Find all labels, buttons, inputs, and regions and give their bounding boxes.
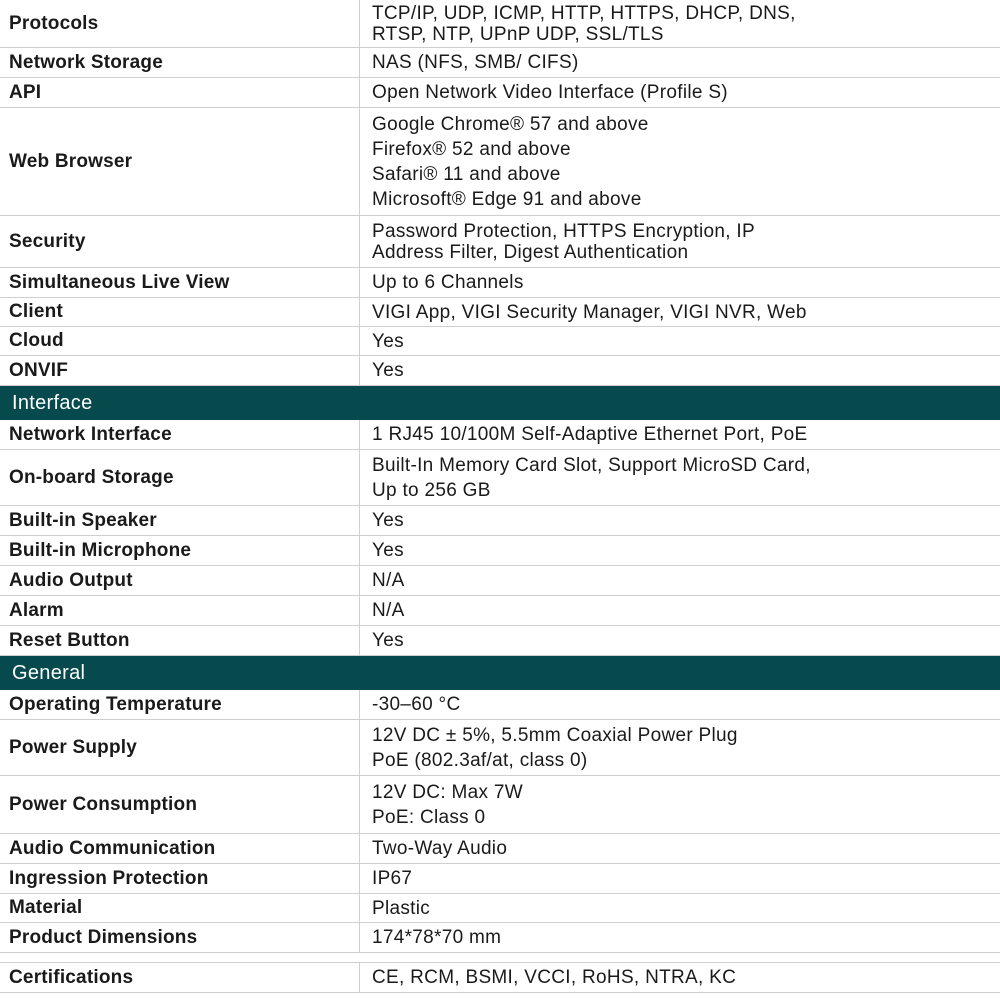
spec-row-ingression-protection (0, 864, 1000, 894)
spec-group-top (0, 0, 1000, 386)
section-header-interface: Interface (0, 386, 1000, 420)
spec-value (360, 298, 1000, 326)
spec-label: Audio Output (0, 566, 360, 595)
spec-value-line: Yes (372, 360, 404, 381)
spec-row-operating-temperature (0, 690, 1000, 720)
spec-value (360, 356, 1000, 385)
spec-row-power-consumption (0, 776, 1000, 834)
spec-value-line: Yes (372, 630, 404, 651)
spec-label: ONVIF (0, 356, 360, 385)
spec-label: Cloud (0, 327, 360, 355)
spec-value-line: 174*78*70 mm (372, 927, 502, 948)
spec-value-line: PoE (802.3af/at, class 0) (372, 749, 588, 771)
spec-value-line: N/A (372, 570, 405, 591)
spec-row-alarm (0, 596, 1000, 626)
spec-value (360, 923, 1000, 952)
spec-label: Built-in Microphone (0, 536, 360, 565)
spec-label: Built-in Speaker (0, 506, 360, 535)
spec-row-simultaneous-live-view (0, 268, 1000, 298)
spec-value-line: Yes (372, 510, 404, 531)
spec-value (360, 626, 1000, 655)
spec-value (360, 450, 1000, 505)
spec-label: Network Interface (0, 420, 360, 449)
spec-value-line: IP67 (372, 868, 413, 889)
spec-label: Alarm (0, 596, 360, 625)
spec-row-built-in-speaker (0, 506, 1000, 536)
spec-label: API (0, 78, 360, 107)
spec-value-line: VIGI App, VIGI Security Manager, VIGI NVR, Web (372, 301, 807, 323)
spec-value (360, 834, 1000, 863)
spec-value (360, 894, 1000, 922)
spec-label: Simultaneous Live View (0, 268, 360, 297)
spec-value-line: Password Protection, HTTPS Encryption, IP (372, 220, 755, 242)
spec-row-security (0, 216, 1000, 268)
spec-row-onvif (0, 356, 1000, 386)
spec-value (360, 690, 1000, 719)
spec-value (360, 566, 1000, 595)
section-header-general: General (0, 656, 1000, 690)
spec-row-on-board-storage (0, 450, 1000, 506)
spec-value-line: Safari® 11 and above (372, 163, 561, 185)
spec-value (360, 536, 1000, 565)
spec-value-line: TCP/IP, UDP, ICMP, HTTP, HTTPS, DHCP, DNS, (372, 2, 796, 24)
spec-value-line: -30–60 °C (372, 694, 461, 715)
spec-value (360, 108, 1000, 215)
spec-value-line: Firefox® 52 and above (372, 138, 571, 160)
spec-value (360, 420, 1000, 449)
spec-value-line: N/A (372, 600, 405, 621)
spec-row-material (0, 894, 1000, 923)
spec-label: Certifications (0, 963, 360, 992)
spec-label: Product Dimensions (0, 923, 360, 952)
spec-label: Audio Communication (0, 834, 360, 863)
spec-value-line: Yes (372, 330, 404, 352)
spec-value-line: Address Filter, Digest Authentication (372, 241, 689, 263)
spec-label: Web Browser (0, 108, 360, 215)
spec-label: Power Supply (0, 720, 360, 775)
spec-value (360, 268, 1000, 297)
spec-label: Operating Temperature (0, 690, 360, 719)
spec-value (360, 776, 1000, 833)
spec-group-interface (0, 420, 1000, 656)
spec-label: Power Consumption (0, 776, 360, 833)
spec-value (360, 963, 1000, 992)
spec-value-line: RTSP, NTP, UPnP UDP, SSL/TLS (372, 23, 664, 45)
spec-value-line: Built-In Memory Card Slot, Support MicroSD Card, (372, 454, 811, 476)
spec-label: On-board Storage (0, 450, 360, 505)
spec-value (360, 596, 1000, 625)
spec-label: Reset Button (0, 626, 360, 655)
spec-row-protocols (0, 0, 1000, 48)
spec-row-api (0, 78, 1000, 108)
spec-row-certifications (0, 963, 1000, 993)
spec-value-line: PoE: Class 0 (372, 806, 486, 828)
spec-label: Ingression Protection (0, 864, 360, 893)
spec-row-web-browser (0, 108, 1000, 216)
spec-group-bottom (0, 963, 1000, 993)
spec-value-line: Microsoft® Edge 91 and above (372, 188, 642, 210)
spec-row-client (0, 298, 1000, 327)
spec-value-line: Two-Way Audio (372, 838, 508, 859)
spec-value (360, 78, 1000, 107)
spec-value-line: Plastic (372, 897, 431, 919)
spec-row-reset-button (0, 626, 1000, 656)
spec-value-line: Up to 256 GB (372, 479, 491, 501)
spec-value-line: NAS (NFS, SMB/ CIFS) (372, 52, 579, 73)
spec-label: Network Storage (0, 48, 360, 77)
spec-value-line: Up to 6 Channels (372, 272, 524, 293)
spec-row-network-interface (0, 420, 1000, 450)
spec-value (360, 0, 1000, 47)
spec-row-power-supply (0, 720, 1000, 776)
spec-row-built-in-microphone (0, 536, 1000, 566)
spec-value (360, 506, 1000, 535)
spec-value (360, 48, 1000, 77)
spec-row-cloud (0, 327, 1000, 356)
spec-group-general (0, 690, 1000, 953)
spec-label: Protocols (0, 0, 360, 47)
spec-label: Material (0, 894, 360, 922)
spec-label: Client (0, 298, 360, 326)
spec-value-line: CE, RCM, BSMI, VCCI, RoHS, NTRA, KC (372, 967, 737, 988)
spec-value-line: Google Chrome® 57 and above (372, 113, 649, 135)
spec-value-line: 12V DC: Max 7W (372, 781, 523, 803)
spec-value-line: Open Network Video Interface (Profile S) (372, 82, 728, 103)
spec-value (360, 720, 1000, 775)
row-spacer (0, 953, 1000, 963)
spec-row-network-storage (0, 48, 1000, 78)
spec-label: Security (0, 216, 360, 267)
spec-value (360, 216, 1000, 267)
spec-value-line: 12V DC ± 5%, 5.5mm Coaxial Power Plug (372, 724, 738, 746)
spec-row-audio-communication (0, 834, 1000, 864)
spec-value (360, 327, 1000, 355)
spec-row-product-dimensions (0, 923, 1000, 953)
spec-value-line: Yes (372, 540, 404, 561)
spec-value (360, 864, 1000, 893)
spec-row-audio-output (0, 566, 1000, 596)
spec-value-line: 1 RJ45 10/100M Self-Adaptive Ethernet Port, PoE (372, 424, 808, 445)
